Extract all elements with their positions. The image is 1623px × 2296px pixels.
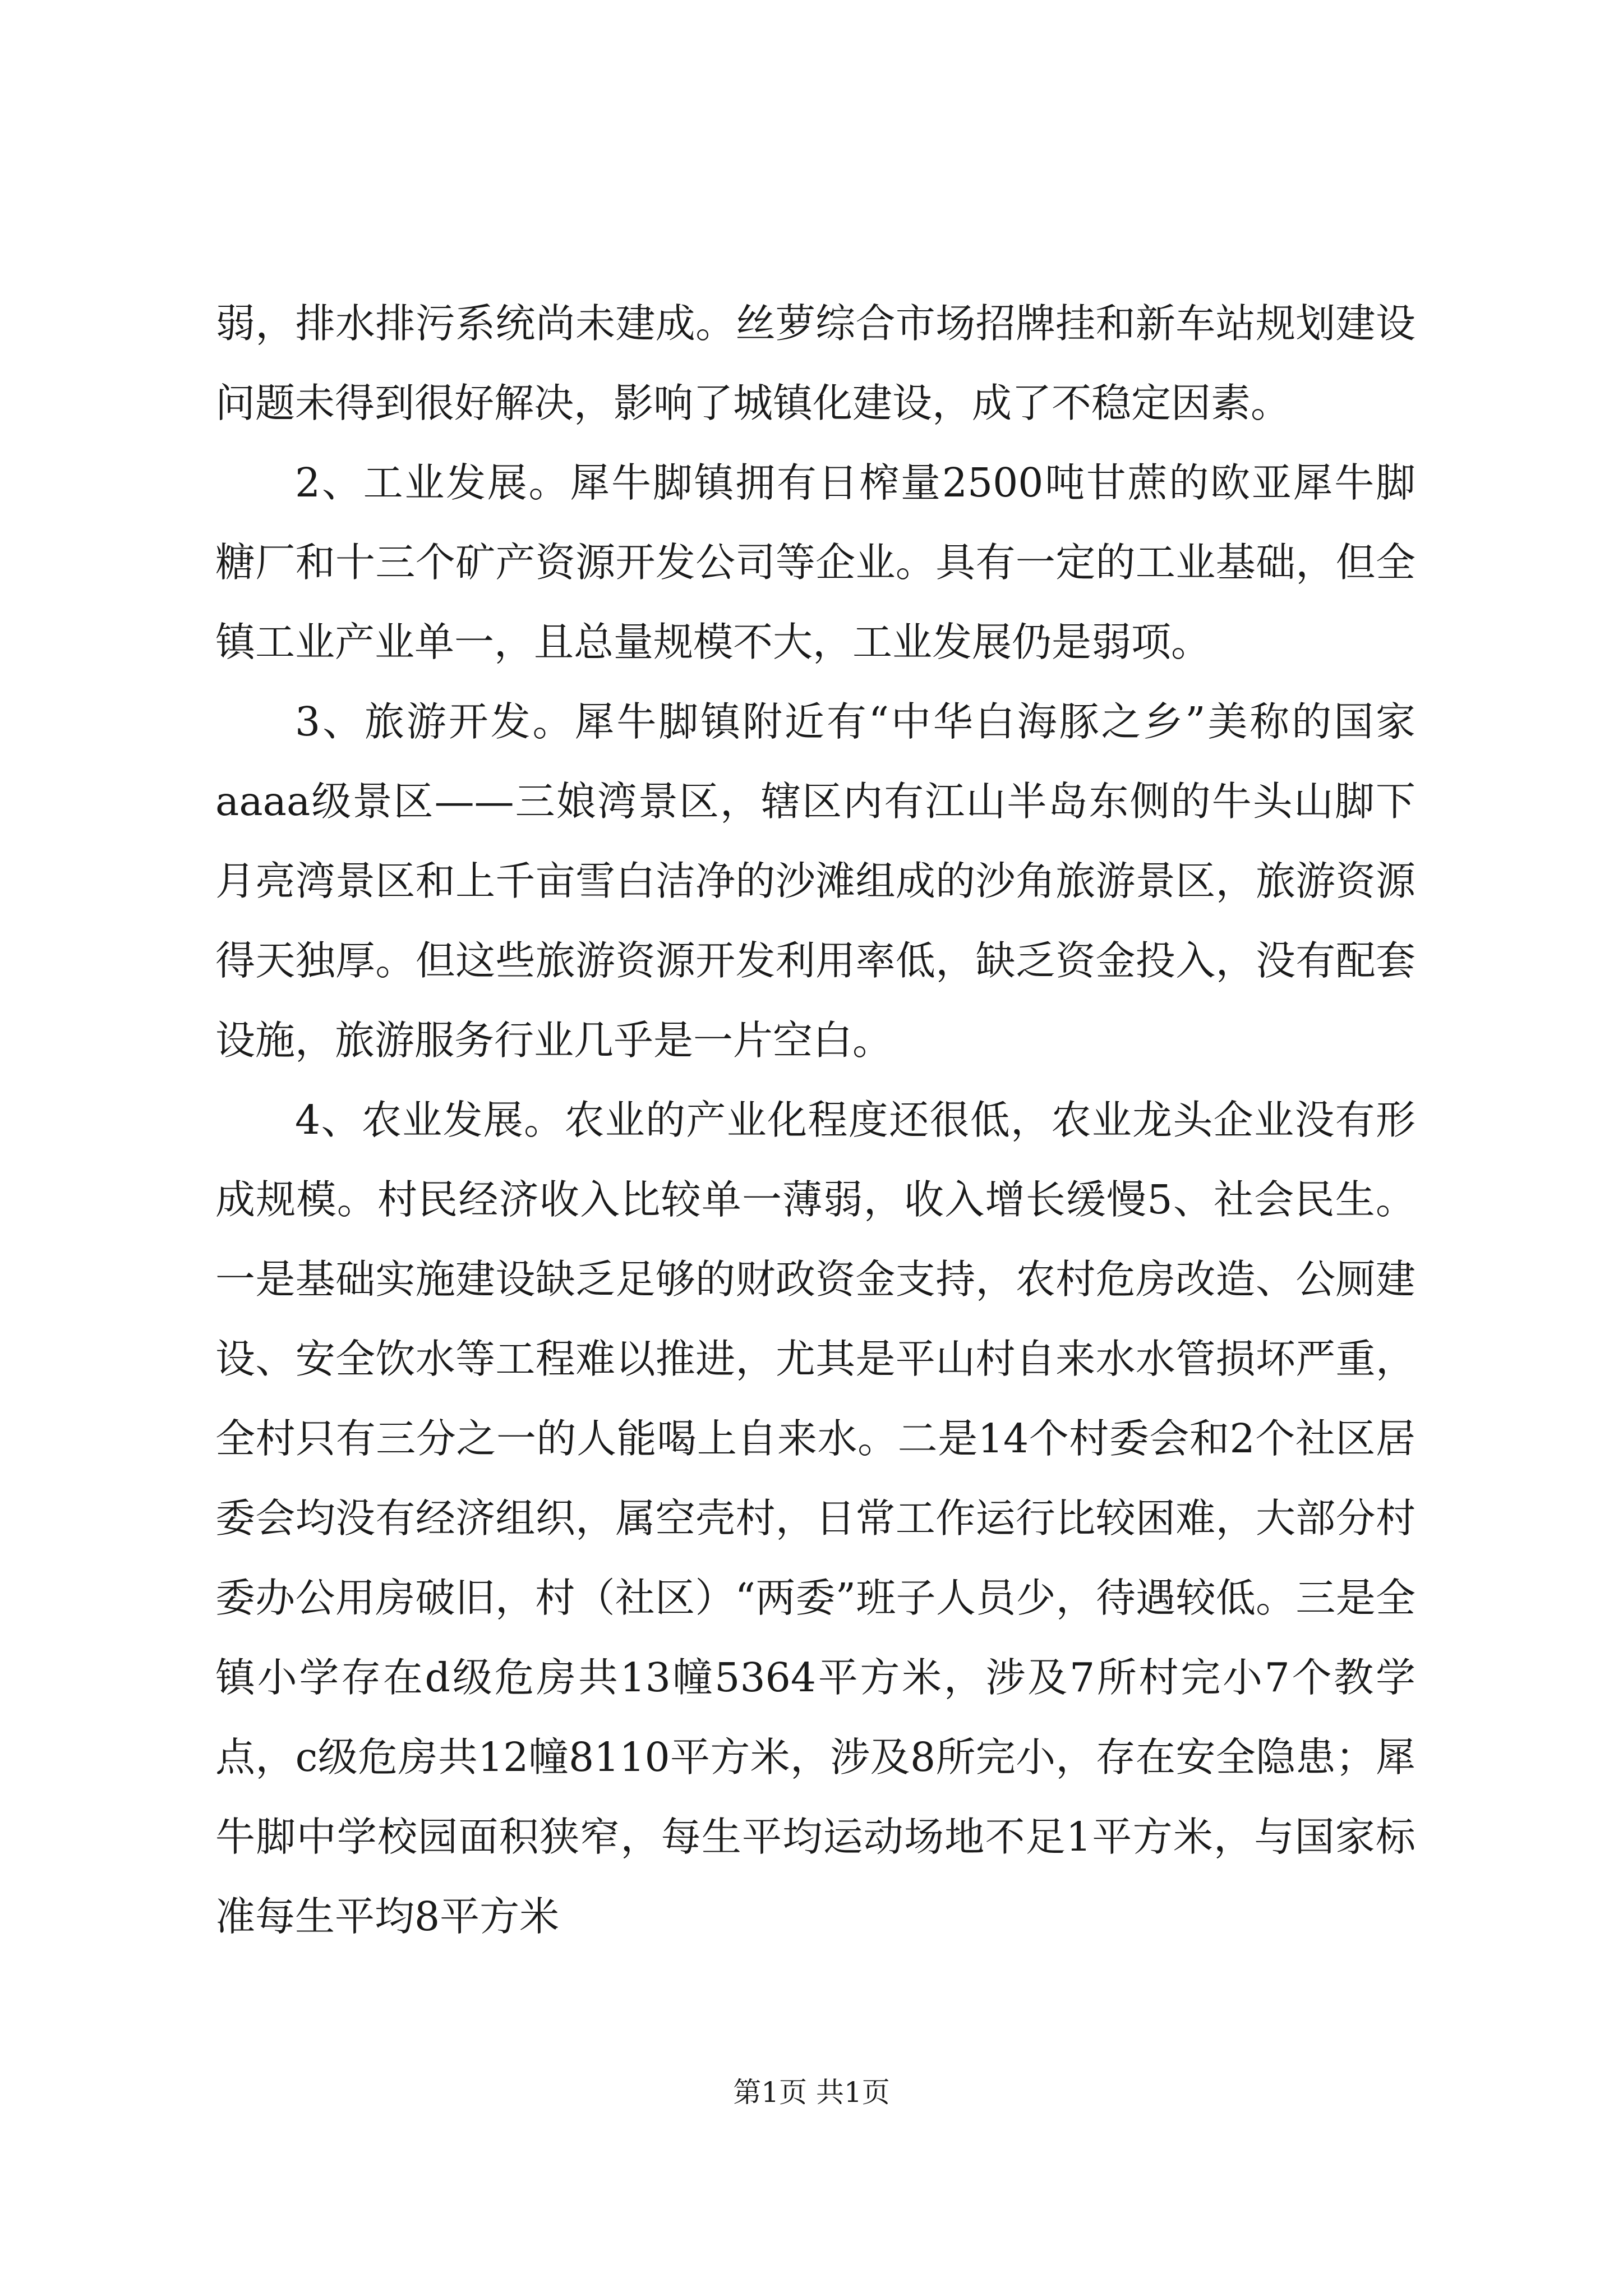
paragraph-4: 4、农业发展。农业的产业化程度还很低，农业龙头企业没有形成规模。村民经济收入比较单一薄弱，收入增长缓慢5、社会民生。一是基础实施建设缺乏足够的财政资金支持，农村危房改造、公厕建设、安全饮水等工程难以推进，尤其是平山村自来水水管损坏严重，全村只有三分之一的人能喝上自来水。二是14个村委会和2个社区居委会均没有经济组织，属空壳村，日常工作运行比较困难，大部分村委办公用房破旧，村（社区）“两委”班子人员少，待遇较低。三是全镇小学存在d级危房共13幢5364平方米，涉及7所村完小7个教学点，c级危房共12幢8110平方米，涉及8所完小，存在安全隐患；犀牛脚中学校园面积狭窄，每生平均运动场地不足1平方米，与国家标准每生平均8平方米 <box>215 1097 1415 1940</box>
document-body <box>215 284 1415 1957</box>
paragraph-3: 3、旅游开发。犀牛脚镇附近有“中华白海豚之乡”美称的国家aaaa级景区——三娘湾景区，辖区内有江山半岛东侧的牛头山脚下月亮湾景区和上千亩雪白洁净的沙滩组成的沙角旅游景区，旅游资源得天独厚。但这些旅游资源开发利用率低，缺乏资金投入，没有配套设施，旅游服务行业几乎是一片空白。 <box>215 698 1415 1064</box>
paragraph-1: 弱，排水排污系统尚未建成。丝萝综合市场招牌挂和新车站规划建设问题未得到很好解决，影响了城镇化建设，成了不稳定因素。 <box>215 300 1415 426</box>
page-footer: 第1页 共1页 <box>733 2076 890 2109</box>
paragraph-2: 2、工业发展。犀牛脚镇拥有日榨量2500吨甘蔗的欧亚犀牛脚糖厂和十三个矿产资源开发公司等企业。具有一定的工业基础，但全镇工业产业单一，且总量规模不大，工业发展仍是弱项。 <box>215 459 1415 665</box>
